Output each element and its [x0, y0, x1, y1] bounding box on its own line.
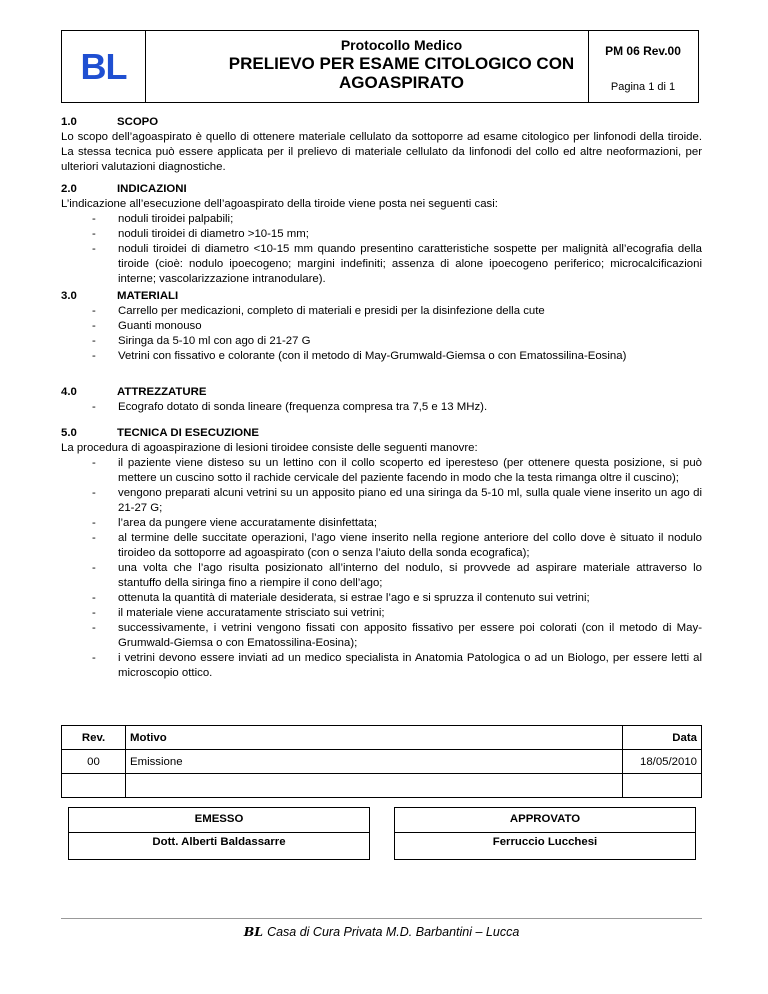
- issued-label: EMESSO: [194, 813, 244, 825]
- list-item: - noduli tiroidei palpabili;: [92, 212, 702, 227]
- column-header-rev: Rev.: [62, 726, 126, 750]
- table-row: [62, 750, 702, 774]
- section-5-title: TECNICA DI ESECUZIONE: [117, 427, 259, 439]
- section-3-title: MATERIALI: [117, 290, 179, 302]
- section-3-list: [92, 304, 702, 364]
- column-header-data: Data: [623, 726, 702, 750]
- document-type: Protocollo Medico: [340, 37, 463, 53]
- table-cell: [126, 774, 623, 798]
- section-4-list: [92, 400, 702, 415]
- section-2-number: 2.0: [61, 183, 77, 195]
- issued-box: [68, 807, 370, 860]
- document-code: PM 06 Rev.00: [605, 44, 681, 58]
- header-title-block: [145, 31, 658, 102]
- footer-divider: [61, 918, 702, 919]
- table-cell: Emissione: [126, 750, 623, 774]
- table-header-row: [62, 726, 702, 750]
- list-item: - una volta che l’ago risulta posizionato all’interno del nodulo, si provvede ad aspirare materiale attraverso lo stantuffo della siringa fino a riempire il cono dell’ago;: [92, 561, 702, 591]
- table-cell: [623, 774, 702, 798]
- section-1-number: 1.0: [61, 116, 77, 128]
- list-item: - ottenuta la quantità di materiale desiderata, si estrae l’ago e si spruzza il contenuto sui vetrini;: [92, 591, 702, 606]
- table-row: [62, 774, 702, 798]
- list-item: - il paziente viene disteso su un lettino con il collo scoperto ed iperesteso (per ottenere questa posizione, si può mettere un cuscino sotto il rachide cervicale del paziente facendo in modo che la testa rimanga oltre il cuscino);: [92, 456, 702, 486]
- list-item: - successivamente, i vetrini vengono fissati con apposito fissativo per essere poi colorati (con il metodo di May-Grumwald-Giemsa o con Ematossilina-Eosina);: [92, 621, 702, 651]
- list-item: - noduli tiroidei di diametro <10-15 mm quando presentino caratteristiche sospette per malignità all’ecografia della tiroide (cioè: nodulo ipoecogeno; margini indefiniti; assenza di alone ipoecogeno periferico; microcalcificazioni interne; vascolarizzazione intranodulare).: [92, 242, 702, 287]
- page-number: Pagina 1 di 1: [610, 81, 676, 93]
- revision-table: [61, 725, 702, 798]
- approved-divider: [395, 832, 695, 833]
- list-item: - l’area da pungere viene accuratamente disinfettata;: [92, 516, 702, 531]
- list-item: - noduli tiroidei di diametro >10-15 mm;: [92, 227, 702, 242]
- section-1-text: Lo scopo dell’agoaspirato è quello di ottenere materiale cellulato da sottoporre ad esame citologico per linfonodi della tiroide. La stessa tecnica può essere applicata per il prelievo di materiale cellulato da linfonodi del collo ed altre neoformazioni, per ulteriori valutazioni diagnostiche.: [61, 131, 702, 173]
- approved-label: APPROVATO: [509, 813, 581, 825]
- document-title-line2: AGOASPIRATO: [339, 73, 464, 92]
- approved-by: Ferruccio Lucchesi: [492, 836, 598, 848]
- section-1-title: SCOPO: [117, 116, 159, 128]
- list-item: - Ecografo dotato di sonda lineare (frequenza compresa tra 7,5 e 13 MHz).: [92, 400, 702, 415]
- issued-by: Dott. Alberti Baldassarre: [152, 836, 286, 848]
- section-4-number: 4.0: [61, 386, 77, 398]
- logo-text: BL: [80, 45, 127, 87]
- section-2-intro: L’indicazione all’esecuzione dell’agoaspirato della tiroide viene posta nei seguenti casi:: [61, 198, 498, 210]
- footer-text: Casa di Cura Privata M.D. Barbantini – Lucca: [267, 925, 520, 939]
- issued-divider: [69, 832, 369, 833]
- list-item: - Carrello per medicazioni, completo di materiali e presidi per la disinfezione della cute: [92, 304, 702, 319]
- logo: [62, 31, 146, 102]
- table-cell: 00: [62, 750, 126, 774]
- list-item: - Vetrini con fissativo e colorante (con il metodo di May-Grumwald-Giemsa o con Ematossilina-Eosina): [92, 349, 702, 364]
- section-2-list: [92, 212, 702, 287]
- list-item: - Siringa da 5-10 ml con ago di 21-27 G: [92, 334, 702, 349]
- column-header-motivo: Motivo: [126, 726, 623, 750]
- document-header: [61, 30, 699, 103]
- section-5-number: 5.0: [61, 427, 77, 439]
- list-item: - il materiale viene accuratamente strisciato sui vetrini;: [92, 606, 702, 621]
- approved-box: [394, 807, 696, 860]
- section-5-intro: La procedura di agoaspirazione di lesioni tiroidee consiste delle seguenti manovre:: [61, 442, 478, 454]
- list-item: - i vetrini devono essere inviati ad un medico specialista in Anatomia Patologica o ad un Biologo, per essere letti al microscopio ottico.: [92, 651, 702, 681]
- section-2-title: INDICAZIONI: [117, 183, 187, 195]
- list-item: - vengono preparati alcuni vetrini su un apposito piano ed una siringa da 5-10 ml, sulla quale viene inserito un ago di 21-27 G;: [92, 486, 702, 516]
- list-item: - al termine delle succitate operazioni, l’ago viene inserito nella regione anteriore del collo dove è situato il nodulo tiroideo da sottoporre ad agoaspirato (con o senza l’aiuto della sonda ecografica);: [92, 531, 702, 561]
- table-cell: [62, 774, 126, 798]
- footer: [61, 924, 702, 939]
- section-4-title: ATTREZZATURE: [117, 386, 207, 398]
- document-title: [145, 54, 658, 92]
- table-cell: 18/05/2010: [623, 750, 702, 774]
- list-item: - Guanti monouso: [92, 319, 702, 334]
- section-3-number: 3.0: [61, 290, 77, 302]
- section-5-list: [92, 456, 702, 681]
- footer-logo: BL: [243, 924, 264, 939]
- document-title-line1: PRELIEVO PER ESAME CITOLOGICO CON: [228, 54, 575, 73]
